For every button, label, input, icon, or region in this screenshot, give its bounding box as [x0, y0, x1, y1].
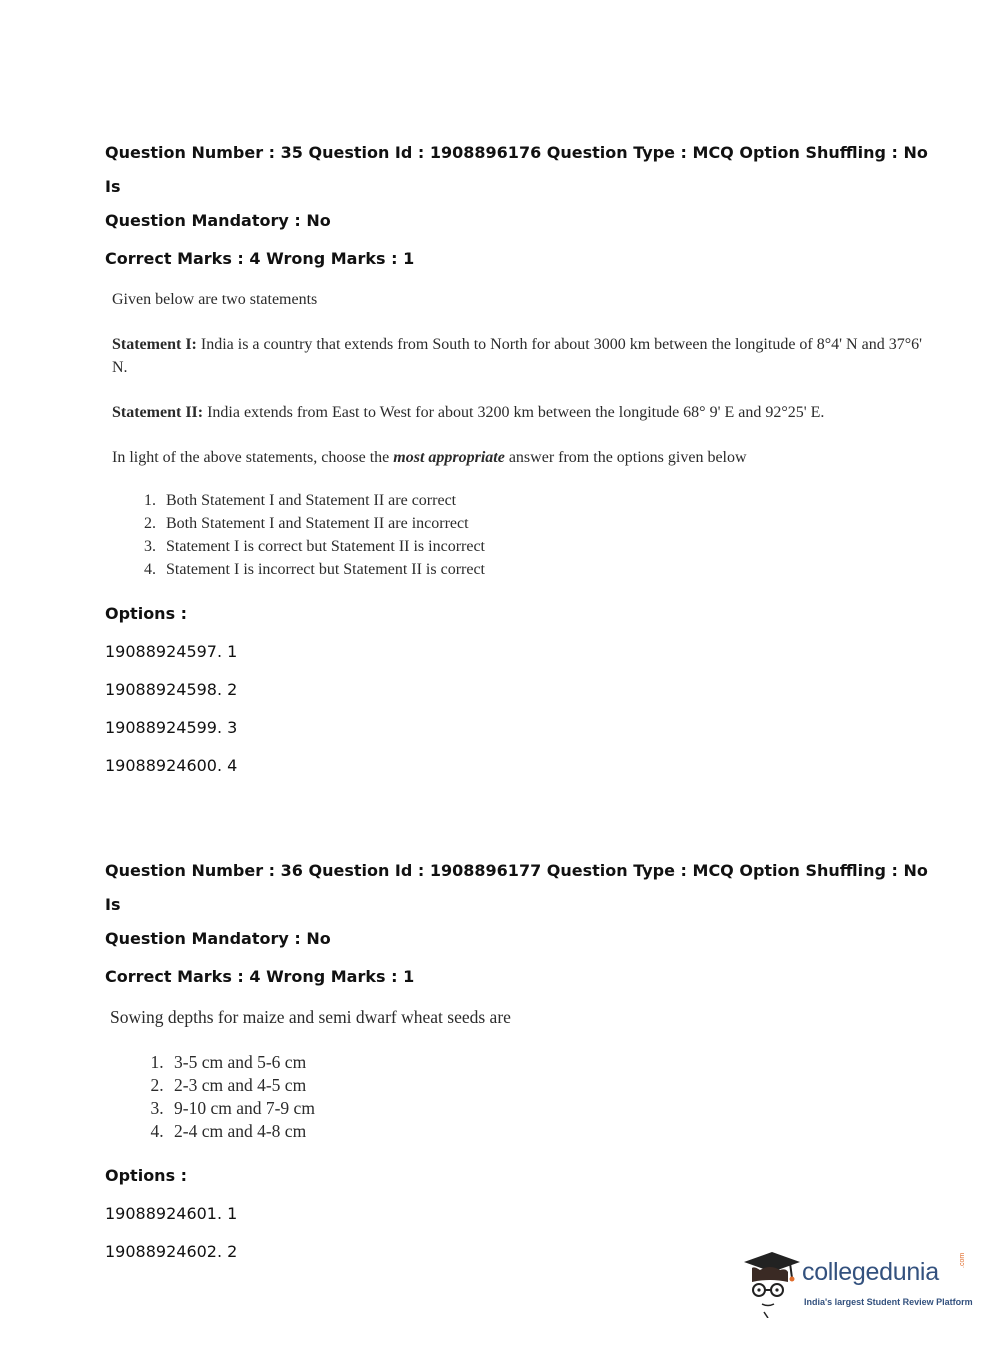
question-stem — [105, 1006, 935, 1143]
logo-tagline: India's largest Student Review Platform — [804, 1297, 973, 1307]
question-mandatory: Question Mandatory : No — [105, 211, 331, 230]
options-label: Options : — [105, 604, 188, 623]
statement-1 — [112, 333, 935, 379]
logo-wordmark: collegedunia — [802, 1258, 939, 1286]
logo-suffix: .com — [959, 1252, 966, 1268]
question-stem — [105, 288, 935, 581]
choice-item: 1. 3-5 cm and 5-6 cm — [168, 1051, 935, 1074]
prompt-text-post: answer from the options given below — [504, 449, 747, 466]
question-marks: Correct Marks : 4 Wrong Marks : 1 — [105, 967, 415, 986]
question-marks: Correct Marks : 4 Wrong Marks : 1 — [105, 249, 415, 268]
choice-list — [112, 489, 935, 581]
option-item: 19088924600. 4 — [105, 756, 238, 775]
choice-item: 3. 9-10 cm and 7-9 cm — [168, 1097, 935, 1120]
option-item: 19088924601. 1 — [105, 1204, 238, 1223]
question-mandatory: Question Mandatory : No — [105, 929, 331, 948]
question-intro: Sowing depths for maize and semi dwarf wheat seeds are — [110, 1007, 511, 1027]
collegedunia-logo — [740, 1248, 973, 1318]
statement-2 — [112, 401, 935, 424]
choice-item: 4. 2-4 cm and 4-8 cm — [168, 1120, 935, 1143]
question-intro: Given below are two statements — [112, 291, 318, 308]
statement-2-text: India extends from East to West for about 3200 km between the longitude 68° 9' E and 92°25' E. — [203, 404, 825, 421]
graduate-mascot-icon — [740, 1248, 802, 1318]
option-item: 19088924599. 3 — [105, 718, 238, 737]
statement-2-label: Statement II: — [112, 404, 204, 421]
choice-item: 3. Statement I is correct but Statement II is incorrect — [160, 535, 935, 558]
statement-1-text: India is a country that extends from South to North for about 3000 km between the longitude of 8°4' N and 37°6' N. — [112, 336, 922, 376]
question-header: Question Number : 35 Question Id : 1908896176 Question Type : MCQ Option Shuffling : No Is — [105, 143, 928, 196]
question-35 — [105, 136, 935, 785]
prompt-emphasis: most appropriate — [393, 449, 505, 466]
options-label: Options : — [105, 1166, 188, 1185]
question-36 — [105, 854, 935, 1271]
choice-list — [110, 1051, 935, 1143]
question-header: Question Number : 36 Question Id : 1908896177 Question Type : MCQ Option Shuffling : No Is — [105, 861, 928, 914]
choice-item: 1. Both Statement I and Statement II are correct — [160, 489, 935, 512]
option-item: 19088924602. 2 — [105, 1242, 238, 1261]
option-item: 19088924598. 2 — [105, 680, 238, 699]
choice-item: 2. Both Statement I and Statement II are incorrect — [160, 512, 935, 535]
choice-item: 2. 2-3 cm and 4-5 cm — [168, 1074, 935, 1097]
statement-1-label: Statement I: — [112, 336, 197, 353]
choice-item: 4. Statement I is incorrect but Statement II is correct — [160, 558, 935, 581]
question-prompt — [112, 446, 935, 469]
option-item: 19088924597. 1 — [105, 642, 238, 661]
prompt-text-pre: In light of the above statements, choose the — [112, 449, 394, 466]
